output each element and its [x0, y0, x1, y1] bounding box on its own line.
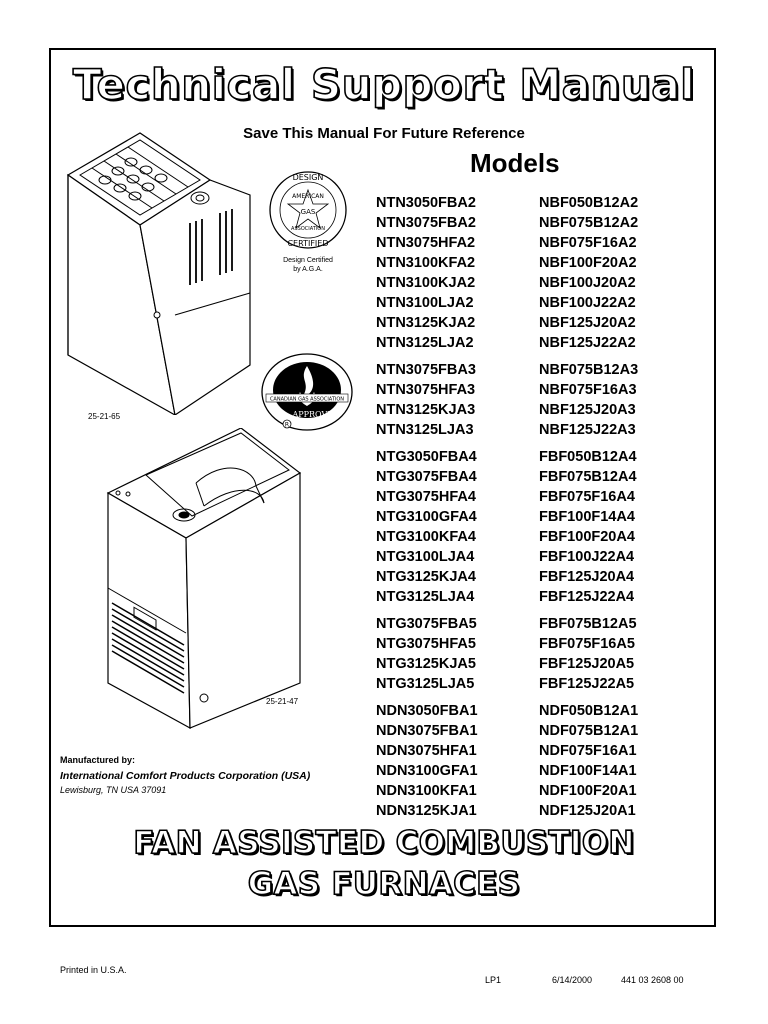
- model-number: NDN3100GFA1: [376, 763, 478, 779]
- model-number: FBF125J22A4: [539, 589, 635, 605]
- model-number: FBF100F20A4: [539, 529, 635, 545]
- aga-top-text: DESIGN: [292, 173, 324, 182]
- model-group: [376, 614, 478, 694]
- model-group: [539, 193, 638, 353]
- model-number: NBF100J22A2: [539, 295, 636, 311]
- model-group: [376, 193, 478, 353]
- model-number: NTG3075HFA4: [376, 489, 476, 505]
- model-number: NDF050B12A1: [539, 703, 639, 719]
- model-number: FBF075B12A4: [539, 469, 637, 485]
- aga-certified-seal: [268, 168, 348, 252]
- model-number: NTN3125KJA3: [376, 402, 476, 418]
- aga-ring-text: AMERICAN: [292, 193, 324, 200]
- model-group: [539, 360, 638, 440]
- model-number: NDN3050FBA1: [376, 703, 478, 719]
- model-number: NBF125J20A3: [539, 402, 636, 418]
- model-number: NTN3125LJA3: [376, 422, 474, 438]
- model-group: [376, 447, 478, 607]
- model-number: FBF050B12A4: [539, 449, 637, 465]
- model-number: NBF100J20A2: [539, 275, 636, 291]
- manual-title: Technical Support Manual: [72, 60, 696, 109]
- model-number: NTN3125KJA2: [376, 315, 476, 331]
- model-number: NDF100F20A1: [539, 783, 637, 799]
- model-number: NTN3075HFA3: [376, 382, 476, 398]
- model-group: [539, 701, 638, 821]
- model-number: FBF100F14A4: [539, 509, 635, 525]
- printed-in-note: Printed in U.S.A.: [60, 965, 127, 975]
- cga-registered-mark: R: [284, 421, 290, 429]
- model-number: NTG3100KFA4: [376, 529, 476, 545]
- downflow-figure-label: 25-21-47: [266, 697, 299, 706]
- model-number: NTG3100GFA4: [376, 509, 477, 525]
- model-group: [539, 447, 638, 607]
- product-title-line-2: GAS FURNACES: [247, 866, 521, 902]
- model-number: NDN3075HFA1: [376, 743, 477, 759]
- upflow-figure-label: 25-21-65: [88, 412, 121, 421]
- upflow-furnace-illustration: [60, 125, 260, 415]
- cga-band-text: CANADIAN GAS ASSOCIATION: [269, 396, 345, 403]
- model-number: NBF100F20A2: [539, 255, 637, 271]
- model-number: FBF075B12A5: [539, 616, 637, 632]
- aga-bottom-text: CERTIFIED: [287, 239, 329, 248]
- models-heading: Models: [470, 148, 560, 178]
- model-number: NBF075F16A3: [539, 382, 637, 398]
- manual-subtitle: Save This Manual For Future Reference: [243, 125, 525, 142]
- document-date: 6/14/2000: [552, 975, 593, 985]
- model-number: NDF075B12A1: [539, 723, 639, 739]
- cga-approved-seal: [260, 352, 354, 432]
- aga-caption-line-2: by A.G.A.: [293, 266, 323, 273]
- model-number: NTG3125KJA5: [376, 656, 476, 672]
- model-number: NDF125J20A1: [539, 803, 636, 819]
- aga-caption: [273, 256, 343, 274]
- model-number: NTG3125LJA5: [376, 676, 475, 692]
- model-number: FBF075F16A5: [539, 636, 635, 652]
- model-number: NTN3075HFA2: [376, 235, 476, 251]
- model-number: NTG3125KJA4: [376, 569, 476, 585]
- models-list-left: [376, 193, 478, 828]
- model-number: FBF075F16A4: [539, 489, 635, 505]
- model-number: NTG3125LJA4: [376, 589, 475, 605]
- model-number: NTN3100KJA2: [376, 275, 476, 291]
- model-number: NBF125J22A2: [539, 335, 636, 351]
- model-group: [376, 360, 478, 440]
- model-number: NBF075B12A2: [539, 215, 639, 231]
- downflow-furnace-illustration: [104, 428, 309, 733]
- model-number: NDF075F16A1: [539, 743, 637, 759]
- model-number: NTG3075HFA5: [376, 636, 476, 652]
- cga-approved-text: APPROVED: [292, 410, 340, 419]
- model-number: FBF125J22A5: [539, 676, 635, 692]
- model-number: NTN3075FBA3: [376, 362, 476, 378]
- manufacturer-city: Lewisburg, TN USA 37091: [60, 785, 167, 795]
- model-number: NDN3125KJA1: [376, 803, 477, 819]
- manufacturer-name: International Comfort Products Corporation (USA): [60, 770, 311, 782]
- aga-center-text: GAS: [300, 208, 316, 216]
- model-number: NTN3050FBA2: [376, 195, 476, 211]
- model-number: NBF050B12A2: [539, 195, 639, 211]
- model-number: NDF100F14A1: [539, 763, 637, 779]
- model-number: FBF125J20A4: [539, 569, 635, 585]
- aga-lower-text: ASSOCIATION: [291, 226, 325, 232]
- model-number: NBF075B12A3: [539, 362, 639, 378]
- model-number: NDN3075FBA1: [376, 723, 478, 739]
- document-code: LP1: [485, 975, 502, 985]
- model-number: NTN3125LJA2: [376, 335, 474, 351]
- product-title-line-1: FAN ASSISTED COMBUSTION: [133, 825, 635, 861]
- models-list-right: [539, 193, 638, 828]
- part-number: 441 03 2608 00: [621, 975, 684, 985]
- model-number: FBF100J22A4: [539, 549, 635, 565]
- model-number: NBF125J22A3: [539, 422, 636, 438]
- model-number: NBF075F16A2: [539, 235, 637, 251]
- model-number: NTN3075FBA2: [376, 215, 476, 231]
- aga-caption-line-1: Design Certified: [283, 257, 333, 264]
- model-number: NDN3100KFA1: [376, 783, 477, 799]
- model-number: NBF125J20A2: [539, 315, 636, 331]
- manufacturer-heading: Manufactured by:: [60, 755, 136, 765]
- model-number: NTN3100LJA2: [376, 295, 474, 311]
- model-number: FBF125J20A5: [539, 656, 635, 672]
- model-number: NTG3050FBA4: [376, 449, 477, 465]
- model-number: NTG3075FBA5: [376, 616, 477, 632]
- model-number: NTG3100LJA4: [376, 549, 475, 565]
- model-number: NTN3100KFA2: [376, 255, 476, 271]
- model-group: [539, 614, 638, 694]
- model-group: [376, 701, 478, 821]
- model-number: NTG3075FBA4: [376, 469, 477, 485]
